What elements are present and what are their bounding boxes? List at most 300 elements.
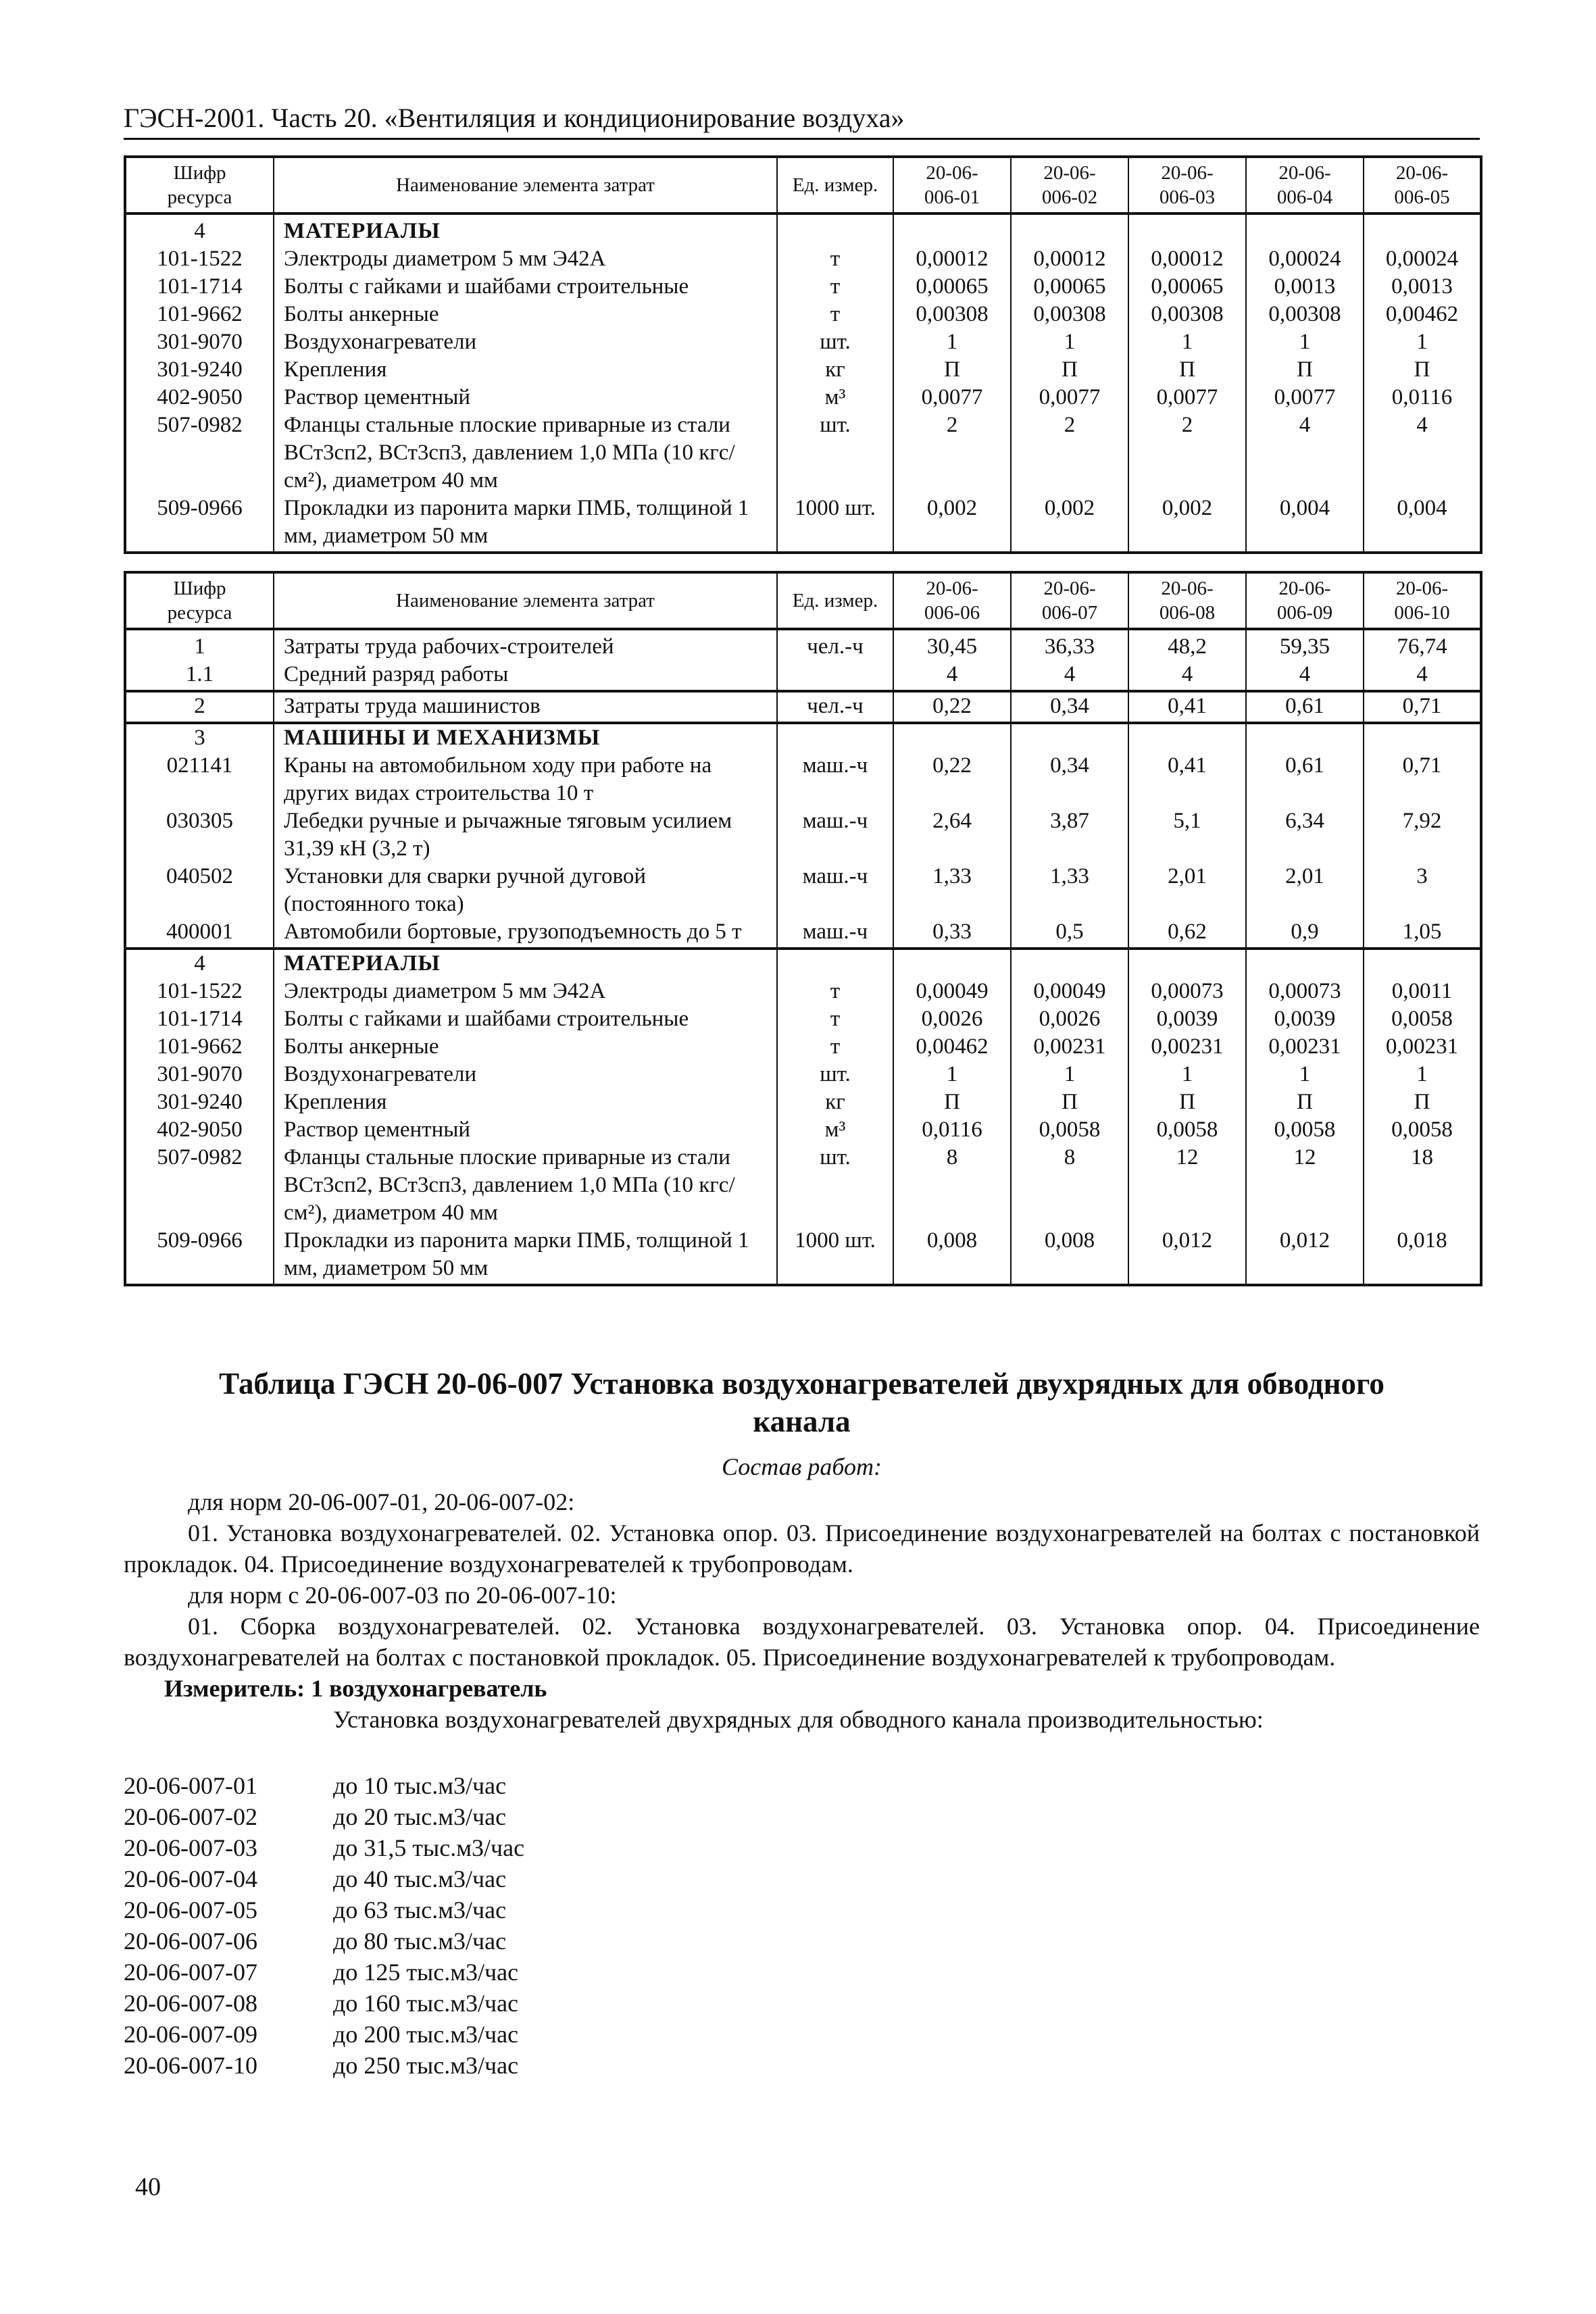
resource-name: МАТЕРИАЛЫ bbox=[274, 213, 777, 245]
norm-value: 0,008 bbox=[1011, 1227, 1128, 1285]
norm-value: 0,0116 bbox=[893, 1116, 1011, 1144]
column-header-name: Наименование элемента затрат bbox=[274, 157, 777, 213]
header-text: 006-10 bbox=[1394, 602, 1450, 624]
column-header-unit: Ед. измер. bbox=[777, 157, 893, 213]
resource-table-1 bbox=[124, 155, 1482, 554]
resource-code: 101-1714 bbox=[125, 273, 274, 301]
column-header-name: Наименование элемента затрат bbox=[274, 572, 777, 629]
table-row bbox=[125, 978, 1481, 1005]
norm-value: 0,00012 bbox=[1128, 245, 1246, 273]
norm-value: 0,00049 bbox=[1011, 978, 1128, 1005]
norm-value: 0,00065 bbox=[1128, 273, 1246, 301]
column-header-code bbox=[125, 572, 274, 629]
resource-name: Электроды диаметром 5 мм Э42А bbox=[274, 978, 777, 1005]
norm-code: 20-06-007-06 bbox=[124, 1928, 257, 1955]
resource-name: Электроды диаметром 5 мм Э42А bbox=[274, 245, 777, 273]
resource-name: Крепления bbox=[274, 356, 777, 384]
resource-code: 101-1522 bbox=[125, 245, 274, 273]
norm-value: 1 bbox=[1246, 328, 1364, 356]
norm-value bbox=[1011, 949, 1128, 978]
resource-code: 509-0966 bbox=[125, 1227, 274, 1285]
norm-value: 0,61 bbox=[1246, 691, 1364, 723]
resource-unit: маш.-ч bbox=[777, 863, 893, 918]
norm-value: 76,74 bbox=[1364, 629, 1481, 661]
norm-description: до 40 тыс.м3/час bbox=[333, 1865, 507, 1892]
resource-code: 101-1522 bbox=[125, 978, 274, 1005]
norm-value: 18 bbox=[1364, 1144, 1481, 1227]
norm-value: 8 bbox=[1011, 1144, 1128, 1227]
resource-unit: т bbox=[777, 273, 893, 301]
norm-description: до 160 тыс.м3/час bbox=[333, 1990, 519, 2017]
resource-unit: кг bbox=[777, 1088, 893, 1116]
norm-value: 0,00073 bbox=[1128, 978, 1246, 1005]
norms-group-text: 01. Установка воздухонагревателей. 02. Установка опор. 03. Присоединение воздухонагревателей на болтах с постановкой прокладок. 04. Присоединение воздухонагревателей к трубопроводам. bbox=[124, 1519, 1480, 1578]
resource-code: 402-9050 bbox=[125, 384, 274, 411]
resource-name: Болты анкерные bbox=[274, 301, 777, 328]
resource-table-2 bbox=[124, 571, 1482, 1286]
header-text: 20-06- bbox=[926, 162, 978, 184]
header-text: 20-06- bbox=[1395, 578, 1449, 599]
norm-value: 0,018 bbox=[1364, 1227, 1481, 1285]
norm-value: 5,1 bbox=[1128, 807, 1246, 863]
table-row bbox=[125, 495, 1481, 553]
norm-value: 0,00308 bbox=[1128, 301, 1246, 328]
norm-value: 0,00231 bbox=[1246, 1033, 1364, 1061]
table-row bbox=[125, 661, 1481, 691]
table-header-row bbox=[125, 157, 1481, 213]
norm-value: 0,004 bbox=[1246, 495, 1364, 553]
header-text: 006-01 bbox=[924, 186, 980, 208]
section-row bbox=[125, 949, 1481, 978]
table-row bbox=[125, 1061, 1481, 1088]
column-header-norm bbox=[1011, 572, 1128, 629]
resource-unit: м³ bbox=[777, 1116, 893, 1144]
norm-value: 0,00024 bbox=[1364, 245, 1481, 273]
list-item bbox=[124, 2050, 1137, 2081]
resource-unit: маш.-ч bbox=[777, 752, 893, 807]
norm-value: 0,0077 bbox=[893, 384, 1011, 411]
norm-value: 1 bbox=[893, 1061, 1011, 1088]
header-text: 20-06- bbox=[1043, 578, 1096, 599]
resource-code: 509-0966 bbox=[125, 495, 274, 553]
norm-value: 2 bbox=[893, 411, 1011, 495]
table-row bbox=[125, 863, 1481, 918]
norm-value: П bbox=[1128, 356, 1246, 384]
table-body bbox=[125, 629, 1481, 1285]
norm-code: 20-06-007-08 bbox=[124, 1990, 257, 2017]
norm-value: 0,71 bbox=[1364, 752, 1481, 807]
norm-value: 3 bbox=[1364, 863, 1481, 918]
norm-value: П bbox=[1364, 1088, 1481, 1116]
resource-name: Затраты труда рабочих-строителей bbox=[274, 629, 777, 661]
resource-name: Установки для сварки ручной дуговой (постоянного тока) bbox=[274, 863, 777, 918]
resource-code: 040502 bbox=[125, 863, 274, 918]
norm-value bbox=[893, 723, 1011, 752]
composition-label: Состав работ: bbox=[722, 1453, 882, 1480]
table-row bbox=[125, 273, 1481, 301]
table-header-row bbox=[125, 572, 1481, 629]
column-header-norm bbox=[1364, 157, 1481, 213]
list-item bbox=[124, 1957, 1137, 1988]
norm-description: до 125 тыс.м3/час bbox=[333, 1959, 519, 1986]
norm-value: 4 bbox=[1364, 411, 1481, 495]
norm-value: 0,34 bbox=[1011, 691, 1128, 723]
resource-unit: шт. bbox=[777, 328, 893, 356]
norm-value: 0,22 bbox=[893, 691, 1011, 723]
norm-value: 2,64 bbox=[893, 807, 1011, 863]
norm-value: 0,00231 bbox=[1128, 1033, 1246, 1061]
norm-description: до 10 тыс.м3/час bbox=[333, 1772, 507, 1799]
column-header-norm bbox=[1364, 572, 1481, 629]
norm-value: П bbox=[1246, 356, 1364, 384]
list-item bbox=[124, 1926, 1137, 1957]
norm-value: 8 bbox=[893, 1144, 1011, 1227]
norm-code: 20-06-007-07 bbox=[124, 1959, 257, 1986]
norm-value: 0,61 bbox=[1246, 752, 1364, 807]
norm-value: 1,33 bbox=[893, 863, 1011, 918]
norm-value: 48,2 bbox=[1128, 629, 1246, 661]
norm-value: 0,00462 bbox=[1364, 301, 1481, 328]
norm-value: П bbox=[893, 1088, 1011, 1116]
norm-value: 4 bbox=[1128, 661, 1246, 691]
norm-value: 0,00073 bbox=[1246, 978, 1364, 1005]
norm-value: 12 bbox=[1246, 1144, 1364, 1227]
norm-value bbox=[1011, 213, 1128, 245]
resource-unit: чел.-ч bbox=[777, 629, 893, 661]
norm-value: 0,00065 bbox=[893, 273, 1011, 301]
list-item bbox=[124, 1863, 1137, 1894]
resource-name: Воздухонагреватели bbox=[274, 1061, 777, 1088]
norm-value: 0,00308 bbox=[1011, 301, 1128, 328]
resource-unit: т bbox=[777, 978, 893, 1005]
norm-value: 1 bbox=[1128, 328, 1246, 356]
resource-unit: шт. bbox=[777, 411, 893, 495]
norm-value: 0,0077 bbox=[1011, 384, 1128, 411]
header-text: 20-06- bbox=[1278, 162, 1331, 184]
header-text: 006-06 bbox=[924, 602, 980, 624]
resource-code: 3 bbox=[125, 723, 274, 752]
norm-value: 0,00308 bbox=[1246, 301, 1364, 328]
norm-value: 0,41 bbox=[1128, 691, 1246, 723]
resource-code: 2 bbox=[125, 691, 274, 723]
table-row bbox=[125, 1144, 1481, 1227]
resource-unit: т bbox=[777, 245, 893, 273]
norm-value: 4 bbox=[1011, 661, 1128, 691]
column-header-code bbox=[125, 157, 274, 213]
norm-value: 2 bbox=[1011, 411, 1128, 495]
norm-value: 0,0026 bbox=[1011, 1005, 1128, 1033]
table-row bbox=[125, 384, 1481, 411]
norm-value: 0,0058 bbox=[1364, 1116, 1481, 1144]
norm-value: 0,002 bbox=[1011, 495, 1128, 553]
norm-value: 0,0058 bbox=[1011, 1116, 1128, 1144]
norm-value bbox=[893, 213, 1011, 245]
header-text: 20-06- bbox=[1161, 578, 1214, 599]
header-text: 006-07 bbox=[1041, 602, 1098, 624]
norm-value: 0,0039 bbox=[1128, 1005, 1246, 1033]
norm-value bbox=[1246, 213, 1364, 245]
norm-value bbox=[1364, 949, 1481, 978]
norm-value: 0,008 bbox=[893, 1227, 1011, 1285]
resource-code: 030305 bbox=[125, 807, 274, 863]
norm-value: 0,0013 bbox=[1246, 273, 1364, 301]
norm-value: 0,00012 bbox=[893, 245, 1011, 273]
norm-value: 0,00231 bbox=[1011, 1033, 1128, 1061]
header-text: 006-08 bbox=[1159, 602, 1216, 624]
norm-value: 0,00065 bbox=[1011, 273, 1128, 301]
norm-value: 0,34 bbox=[1011, 752, 1128, 807]
norm-value: 1,05 bbox=[1364, 918, 1481, 949]
norm-value bbox=[1128, 723, 1246, 752]
norm-value bbox=[1246, 723, 1364, 752]
resource-unit bbox=[777, 949, 893, 978]
header-text: Шифр bbox=[173, 578, 226, 599]
norm-value: 1 bbox=[1246, 1061, 1364, 1088]
resource-code: 101-9662 bbox=[125, 301, 274, 328]
norm-value: 0,41 bbox=[1128, 752, 1246, 807]
norm-value: 2,01 bbox=[1246, 863, 1364, 918]
norm-value: 0,004 bbox=[1364, 495, 1481, 553]
section-title-line: Таблица ГЭСН 20-06-007 Установка воздухонагревателей двухрядных для обводного bbox=[219, 1367, 1385, 1401]
norm-value: 0,002 bbox=[893, 495, 1011, 553]
norm-value: 0,0058 bbox=[1364, 1005, 1481, 1033]
table-row bbox=[125, 629, 1481, 661]
norm-value: 0,0013 bbox=[1364, 273, 1481, 301]
header-text: 20-06- bbox=[1278, 578, 1331, 599]
norm-value: 0,0039 bbox=[1246, 1005, 1364, 1033]
column-header-norm bbox=[1246, 572, 1364, 629]
resource-code: 507-0982 bbox=[125, 411, 274, 495]
column-header-norm bbox=[1128, 572, 1246, 629]
norms-group-label: для норм с 20-06-007-03 по 20-06-007-10: bbox=[188, 1582, 617, 1609]
norm-value: 0,0077 bbox=[1246, 384, 1364, 411]
header-text: 20-06- bbox=[1395, 162, 1449, 184]
norms-group-label: для норм 20-06-007-01, 20-06-007-02: bbox=[188, 1488, 575, 1515]
list-item bbox=[124, 1988, 1137, 2019]
norm-value bbox=[893, 949, 1011, 978]
norm-code: 20-06-007-03 bbox=[124, 1834, 257, 1861]
norm-value: 0,0011 bbox=[1364, 978, 1481, 1005]
norm-value: 0,33 bbox=[893, 918, 1011, 949]
norm-value: 1 bbox=[1364, 328, 1481, 356]
norm-value: 12 bbox=[1128, 1144, 1246, 1227]
resource-name: Крепления bbox=[274, 1088, 777, 1116]
norm-value: 1 bbox=[893, 328, 1011, 356]
resource-code: 4 bbox=[125, 949, 274, 978]
norm-value bbox=[1128, 949, 1246, 978]
header-text: 006-05 bbox=[1394, 186, 1450, 208]
norm-code: 20-06-007-01 bbox=[124, 1772, 257, 1799]
resource-name: Прокладки из паронита марки ПМБ, толщиной 1 мм, диаметром 50 мм bbox=[274, 1227, 777, 1285]
resource-unit: м³ bbox=[777, 384, 893, 411]
norm-value: 0,00024 bbox=[1246, 245, 1364, 273]
table-row bbox=[125, 1033, 1481, 1061]
resource-unit: т bbox=[777, 1005, 893, 1033]
norm-value: 4 bbox=[1364, 661, 1481, 691]
norm-value: 0,0058 bbox=[1128, 1116, 1246, 1144]
norm-value: 4 bbox=[1246, 411, 1364, 495]
table-row bbox=[125, 1227, 1481, 1285]
column-header-norm bbox=[1011, 157, 1128, 213]
norm-value: 0,00049 bbox=[893, 978, 1011, 1005]
header-text: 20-06- bbox=[926, 578, 978, 599]
norm-value bbox=[1364, 213, 1481, 245]
norm-value: 0,002 bbox=[1128, 495, 1246, 553]
norm-value: 0,5 bbox=[1011, 918, 1128, 949]
list-item bbox=[124, 1894, 1137, 1926]
norm-value: 4 bbox=[893, 661, 1011, 691]
resource-unit: 1000 шт. bbox=[777, 1227, 893, 1285]
norm-value: 36,33 bbox=[1011, 629, 1128, 661]
norm-value: 1 bbox=[1128, 1061, 1246, 1088]
column-header-unit: Ед. измер. bbox=[777, 572, 893, 629]
resource-unit: 1000 шт. bbox=[777, 495, 893, 553]
norm-value: П bbox=[1011, 356, 1128, 384]
resource-unit: т bbox=[777, 1033, 893, 1061]
resource-name: Автомобили бортовые, грузоподъемность до 5 т bbox=[274, 918, 777, 949]
resource-unit bbox=[777, 213, 893, 245]
norm-value: П bbox=[1128, 1088, 1246, 1116]
header-text: 006-03 bbox=[1159, 186, 1216, 208]
resource-code: 101-1714 bbox=[125, 1005, 274, 1033]
norm-value: П bbox=[1246, 1088, 1364, 1116]
page-number: 40 bbox=[135, 2173, 161, 2201]
resource-name: МАШИНЫ И МЕХАНИЗМЫ bbox=[274, 723, 777, 752]
resource-name: Средний разряд работы bbox=[274, 661, 777, 691]
table-row bbox=[125, 1116, 1481, 1144]
production-intro: Установка воздухонагревателей двухрядных для обводного канала производительностью: bbox=[333, 1706, 1264, 1733]
norm-value: П bbox=[1364, 356, 1481, 384]
norm-value: 1 bbox=[1364, 1061, 1481, 1088]
resource-name: Болты с гайками и шайбами строительные bbox=[274, 1005, 777, 1033]
resource-unit: кг bbox=[777, 356, 893, 384]
norm-value: 4 bbox=[1246, 661, 1364, 691]
table-row bbox=[125, 356, 1481, 384]
resource-code: 021141 bbox=[125, 752, 274, 807]
norm-value: 2,01 bbox=[1128, 863, 1246, 918]
norm-value: 0,00308 bbox=[893, 301, 1011, 328]
norm-value: 30,45 bbox=[893, 629, 1011, 661]
header-text: 20-06- bbox=[1161, 162, 1214, 184]
resource-code: 301-9240 bbox=[125, 1088, 274, 1116]
resource-unit: маш.-ч bbox=[777, 807, 893, 863]
norm-value: 1,33 bbox=[1011, 863, 1128, 918]
norm-value: 1 bbox=[1011, 328, 1128, 356]
table-row bbox=[125, 1088, 1481, 1116]
resource-code: 1.1 bbox=[125, 661, 274, 691]
resource-unit: чел.-ч bbox=[777, 691, 893, 723]
norm-description: до 63 тыс.м3/час bbox=[333, 1896, 507, 1923]
norm-value: 2 bbox=[1128, 411, 1246, 495]
resource-name: Затраты труда машинистов bbox=[274, 691, 777, 723]
resource-code: 400001 bbox=[125, 918, 274, 949]
norm-value: 7,92 bbox=[1364, 807, 1481, 863]
resource-code: 301-9240 bbox=[125, 356, 274, 384]
norm-value bbox=[1011, 723, 1128, 752]
norm-value: 0,0058 bbox=[1246, 1116, 1364, 1144]
table-row bbox=[125, 245, 1481, 273]
column-header-norm bbox=[893, 157, 1011, 213]
norm-value: 0,00462 bbox=[893, 1033, 1011, 1061]
table-row bbox=[125, 1005, 1481, 1033]
table-row bbox=[125, 691, 1481, 723]
section-row bbox=[125, 723, 1481, 752]
section-row bbox=[125, 213, 1481, 245]
column-header-norm bbox=[893, 572, 1011, 629]
table-row bbox=[125, 807, 1481, 863]
norm-value bbox=[1364, 723, 1481, 752]
norm-value bbox=[1246, 949, 1364, 978]
section-title-line: канала bbox=[753, 1405, 851, 1438]
resource-name: Фланцы стальные плоские приварные из стали ВСт3сп2, ВСт3сп3, давлением 1,0 МПа (10 кгс/см²), диаметром 40 мм bbox=[274, 1144, 777, 1227]
norm-value: 0,0077 bbox=[1128, 384, 1246, 411]
resource-code: 101-9662 bbox=[125, 1033, 274, 1061]
list-item bbox=[124, 1832, 1137, 1863]
norm-value: 0,71 bbox=[1364, 691, 1481, 723]
norm-description: до 80 тыс.м3/час bbox=[333, 1928, 507, 1955]
resource-unit: шт. bbox=[777, 1061, 893, 1088]
norm-list bbox=[124, 1770, 1137, 2081]
resource-unit bbox=[777, 723, 893, 752]
resource-unit: маш.-ч bbox=[777, 918, 893, 949]
column-header-norm bbox=[1246, 157, 1364, 213]
list-item bbox=[124, 2019, 1137, 2050]
norm-value: 0,00012 bbox=[1011, 245, 1128, 273]
table-body bbox=[125, 213, 1481, 553]
resource-code: 402-9050 bbox=[125, 1116, 274, 1144]
resource-unit: шт. bbox=[777, 1144, 893, 1227]
header-text: ресурса bbox=[167, 602, 232, 624]
norm-value: 0,62 bbox=[1128, 918, 1246, 949]
resource-name: Раствор цементный bbox=[274, 384, 777, 411]
norm-code: 20-06-007-05 bbox=[124, 1896, 257, 1923]
norm-value: 0,012 bbox=[1246, 1227, 1364, 1285]
norm-value: 0,9 bbox=[1246, 918, 1364, 949]
resource-code: 301-9070 bbox=[125, 328, 274, 356]
norm-value: 0,0026 bbox=[893, 1005, 1011, 1033]
resource-name: Раствор цементный bbox=[274, 1116, 777, 1144]
resource-name: Болты с гайками и шайбами строительные bbox=[274, 273, 777, 301]
norm-value: 3,87 bbox=[1011, 807, 1128, 863]
header-text: 006-04 bbox=[1276, 186, 1333, 208]
list-item bbox=[124, 1801, 1137, 1832]
norm-value: 0,22 bbox=[893, 752, 1011, 807]
table-row bbox=[125, 328, 1481, 356]
resource-name: Прокладки из паронита марки ПМБ, толщиной 1 мм, диаметром 50 мм bbox=[274, 495, 777, 553]
resource-name: Краны на автомобильном ходу при работе на других видах строительства 10 т bbox=[274, 752, 777, 807]
norm-description: до 31,5 тыс.м3/час bbox=[333, 1834, 525, 1861]
norm-code: 20-06-007-09 bbox=[124, 2021, 257, 2048]
table-row bbox=[125, 752, 1481, 807]
norm-value: П bbox=[893, 356, 1011, 384]
resource-code: 301-9070 bbox=[125, 1061, 274, 1088]
norm-value: 1 bbox=[1011, 1061, 1128, 1088]
table-row bbox=[125, 301, 1481, 328]
column-header-norm bbox=[1128, 157, 1246, 213]
list-item bbox=[124, 1770, 1137, 1801]
resource-name: Фланцы стальные плоские приварные из стали ВСт3сп2, ВСт3сп3, давлением 1,0 МПа (10 кгс/см²), диаметром 40 мм bbox=[274, 411, 777, 495]
resource-name: Воздухонагреватели bbox=[274, 328, 777, 356]
norm-value: П bbox=[1011, 1088, 1128, 1116]
resource-code: 507-0982 bbox=[125, 1144, 274, 1227]
header-text: 006-02 bbox=[1041, 186, 1098, 208]
header-text: ресурса bbox=[167, 186, 232, 208]
header-text: 006-09 bbox=[1276, 602, 1333, 624]
resource-name: МАТЕРИАЛЫ bbox=[274, 949, 777, 978]
norm-code: 20-06-007-10 bbox=[124, 2052, 257, 2079]
measure-unit: Измеритель: 1 воздухонагреватель bbox=[164, 1675, 547, 1702]
header-text: 20-06- bbox=[1043, 162, 1096, 184]
